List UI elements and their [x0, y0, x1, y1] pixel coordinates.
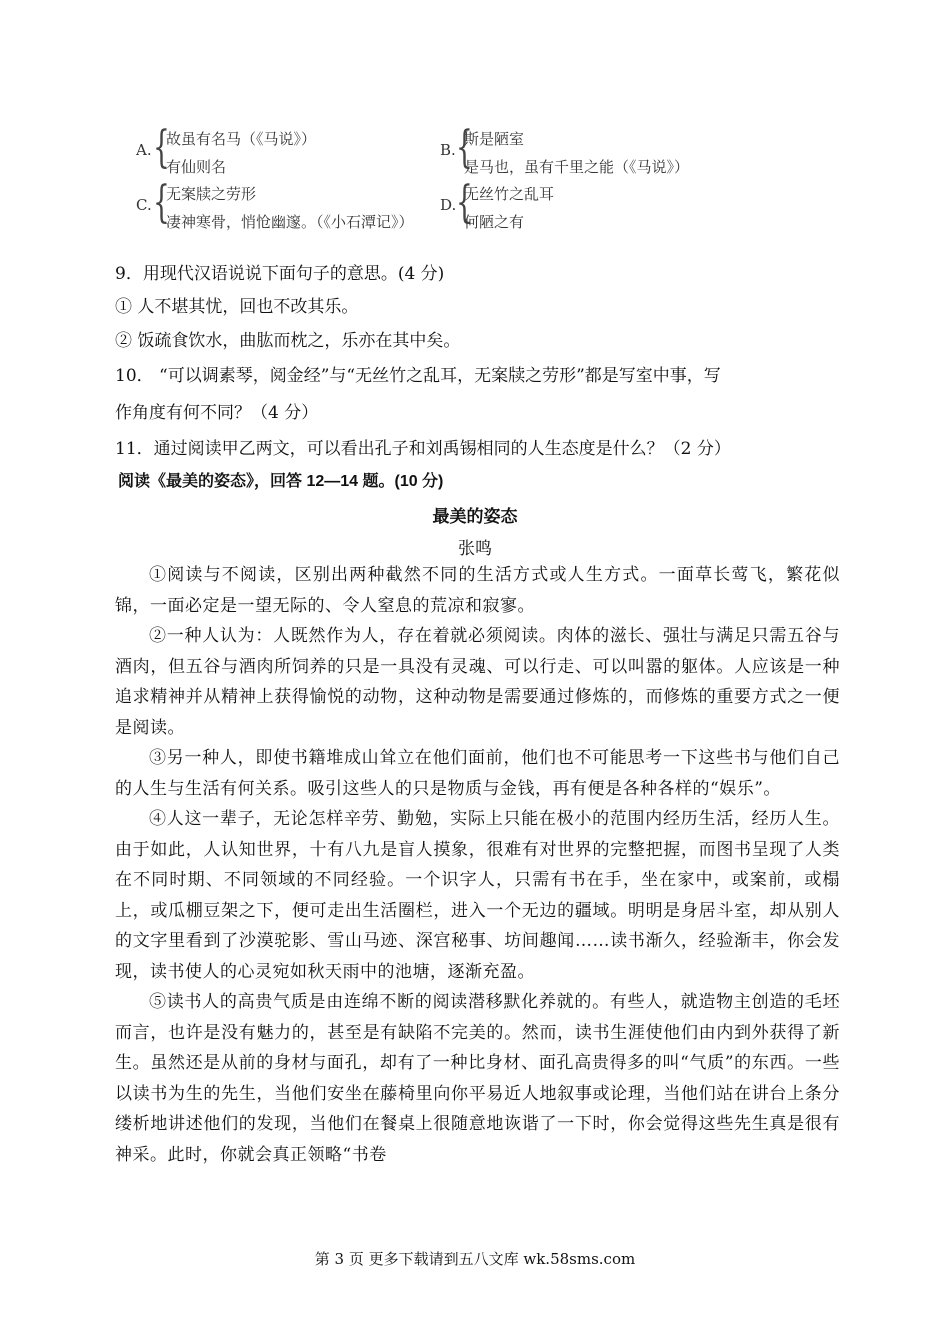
option-c-line1: 无案牍之劳形 [166, 185, 257, 203]
option-c-line2: 凄神寒骨，悄怆幽邃。（《小石潭记》） [166, 213, 414, 231]
question-9-item-2: ② 饭疏食饮水，曲肱而枕之，乐亦在其中矣。 [115, 331, 461, 351]
option-a-line1: 故虽有名马（《马说》） [166, 130, 317, 148]
question-10-line-1: 10． “可以调素琴，阅金经”与“无丝竹之乱耳，无案牍之劳形”都是写室中事，写 [115, 366, 721, 386]
article-paragraph: ⑤读书人的高贵气质是由连绵不断的阅读潜移默化养就的。有些人，就造物主创造的毛坯而言，也许是没有魅力的，甚至是有缺陷不完美的。然而，读书生涯使他们由内到外获得了新生。虽然还是从前的身材与面孔，却有了一种比身材、面孔高贵得多的叫“气质”的东西。一些以读书为生的先生，当他们安坐在藤椅里向你平易近人地叙事或论理，当他们站在讲台上条分缕析地讲述他们的发现，当他们在餐桌上很随意地诙谐了一下时，你会觉得这些先生真是很有神采。此时，你就会真正领略“书卷 [115, 992, 840, 1165]
section-heading: 阅读《最美的姿态》，回答 12—14 题。(10 分) [118, 473, 444, 490]
option-d-line2: 何陋之有 [464, 213, 525, 231]
article-title: 最美的姿态 [432, 507, 518, 526]
option-a-letter: A. [136, 141, 152, 159]
article-paragraph: ③另一种人，即使书籍堆成山耸立在他们面前，他们也不可能思考一下这些书与他们自己的人生与生活有何关系。吸引这些人的只是物质与金钱，再有便是各种各样的“娱乐”。 [115, 748, 840, 799]
option-c-brace: { [153, 177, 170, 228]
option-a-line2: 有仙则名 [166, 158, 227, 176]
question-9: 9．用现代汉语说说下面句子的意思。(4 分) [115, 264, 445, 284]
option-b-brace: { [456, 122, 473, 173]
article-paragraph: ①阅读与不阅读，区别出两种截然不同的生活方式或人生方式。一面草长莺飞，繁花似锦，一面必定是一望无际的、令人窒息的荒凉和寂寥。 [115, 565, 840, 616]
article-author: 张鸣 [458, 539, 492, 559]
option-b-line2: 是马也，虽有千里之能（《马说》） [464, 158, 690, 176]
article-paragraph: ④人这一辈子，无论怎样辛劳、勤勉，实际上只能在极小的范围内经历生活，经历人生。由于如此，人认知世界，十有八九是盲人摸象，很难有对世界的完整把握，而图书呈现了人类在不同时期、不同领域的不同经验。一个识字人，只需有书在手，坐在家中，或案前，或榻上，或瓜棚豆架之下，便可走出生活圈栏，进入一个无边的疆域。明明是身居斗室，却从别人的文字里看到了沙漠驼影、雪山马迹、深宫秘事、坊间趣闻……读书渐久，经验渐丰，你会发现，读书使人的心灵宛如秋天雨中的池塘，逐渐充盈。 [115, 809, 840, 982]
option-d-letter: D. [440, 196, 457, 214]
option-d-line1: 无丝竹之乱耳 [464, 185, 555, 203]
option-b-letter: B. [440, 141, 456, 159]
article-paragraph: ②一种人认为：人既然作为人，存在着就必须阅读。肉体的滋长、强壮与满足只需五谷与酒肉，但五谷与酒肉所饲养的只是一具没有灵魂、可以行走、可以叫嚣的躯体。人应该是一种追求精神并从精神上获得愉悦的动物，这种动物是需要通过修炼的，而修炼的重要方式之一便是阅读。 [115, 626, 840, 738]
article-body [115, 560, 840, 1170]
question-9-item-1: ① 人不堪其忧，回也不改其乐。 [115, 297, 359, 317]
option-d-brace: { [456, 177, 473, 228]
option-a-brace: { [153, 122, 170, 173]
option-c-letter: C. [136, 196, 152, 214]
option-b-line1: 斯是陋室 [464, 130, 525, 148]
page-footer: 第 3 页 更多下载请到五八文库 wk.58sms.com [314, 1250, 636, 1268]
question-10-line-2: 作角度有何不同？（4 分） [115, 403, 319, 423]
answer-options [0, 0, 950, 250]
question-11: 11．通过阅读甲乙两文，可以看出孔子和刘禹锡相同的人生态度是什么？（2 分） [115, 439, 731, 459]
